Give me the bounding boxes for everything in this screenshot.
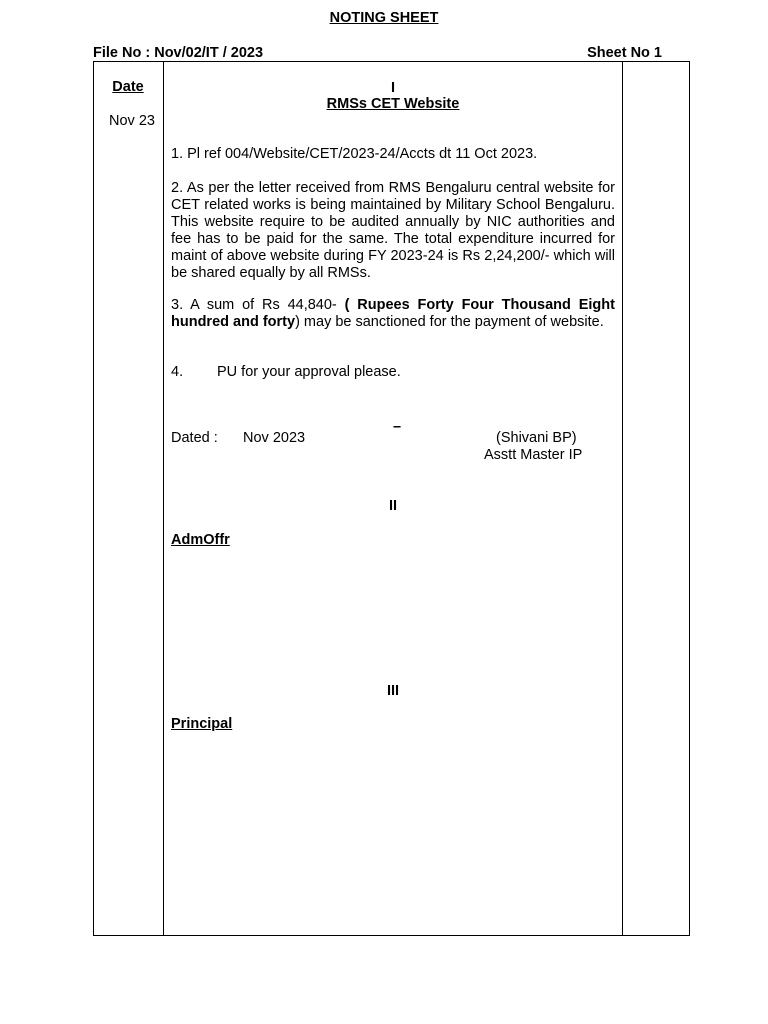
paragraph-4-number: 4. [171,364,184,380]
date-column-divider [163,61,164,936]
addressee-principal: Principal [171,716,233,732]
dated-label: Dated : [171,430,218,446]
date-column-heading: Date [112,79,144,95]
dated-value: Nov 2023 [243,430,306,446]
addressee-admoffr: AdmOffr [171,532,230,548]
paragraph-4-text: PU for your approval please. [217,364,401,380]
paragraph-3-start: 3. A sum of Rs 44,840- [171,297,345,313]
page-title: NOTING SHEET [329,10,439,26]
signatory-name: (Shivani BP) [496,430,577,446]
section-numeral-1: I [390,80,396,96]
subject-text: RMSs CET Website [326,96,460,112]
sheet-number: Sheet No 1 [587,45,662,61]
paragraph-2: 2. As per the letter received from RMS Bengaluru central website for CET related works is being maintained by Military School Bengaluru. This website require to be audited annually by NIC authorities and fee has to be paid for the same. The total expenditure incurred for maint of above website during FY 2023-24 is Rs 2,24,200/- which will be shared equally by all RMSs. [171,180,615,281]
section-numeral-2: II [388,498,398,514]
file-number: File No : Nov/02/IT / 2023 [93,45,264,61]
paragraph-4 [171,364,615,381]
subject-heading [171,96,615,112]
section-numeral-3: III [386,683,400,699]
date-column-value: Nov 23 [109,113,155,129]
margin-column-divider [622,61,623,936]
paragraph-3-amount-words: ( Rupees Forty Four Thousand Eight hundred and forty [171,297,615,330]
paragraph-3-end: ) may be sanctioned for the payment of website. [295,314,604,330]
signature-dash: – [393,419,402,435]
signatory-designation: Asstt Master IP [484,447,583,463]
paragraph-3 [171,297,615,331]
paragraph-1: 1. Pl ref 004/Website/CET/2023-24/Accts dt 11 Oct 2023. [171,146,538,162]
